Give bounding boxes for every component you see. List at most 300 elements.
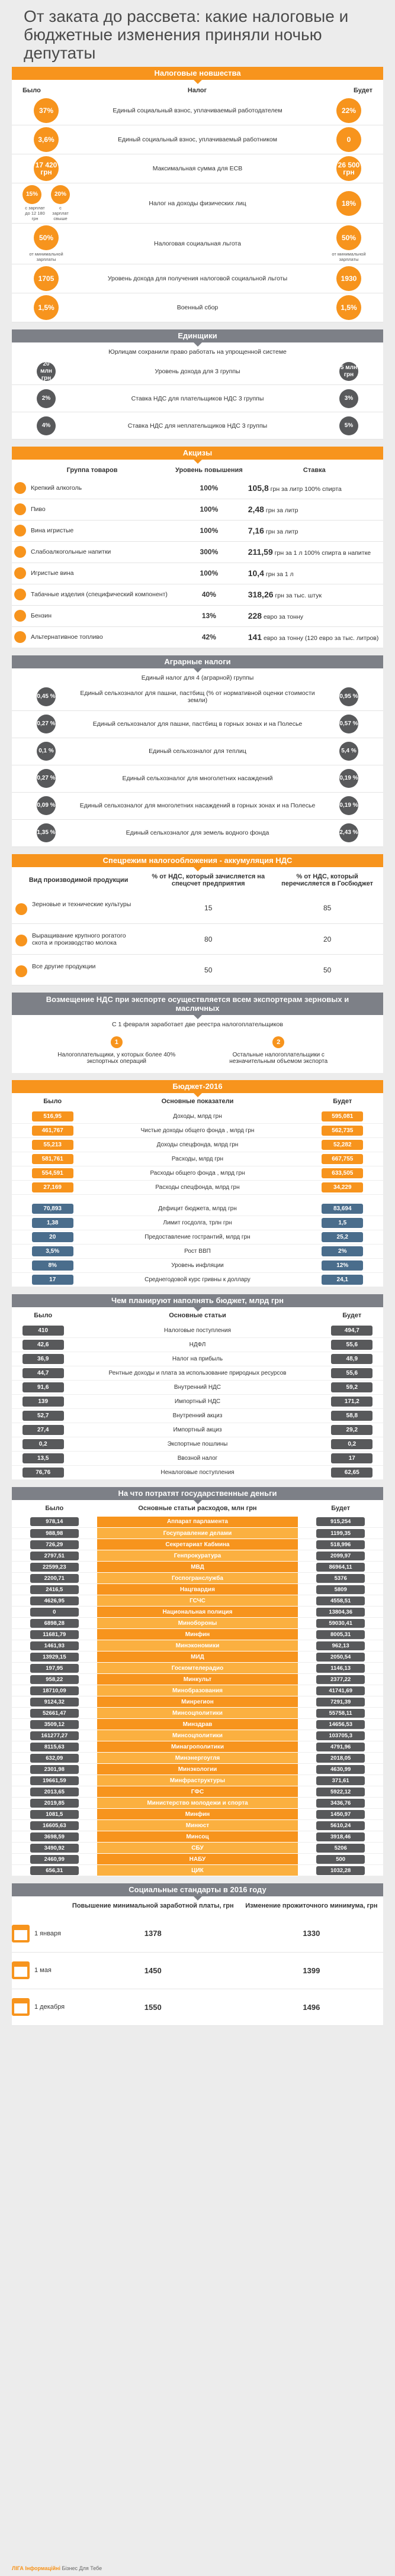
spend-was-value: 4626,95 (30, 1596, 79, 1605)
excise-rate-value: 318,26 (248, 590, 274, 599)
spend-label: Минфин (97, 1809, 298, 1820)
spend-row (12, 1741, 383, 1753)
excise-rate (246, 520, 383, 541)
revenue-col-will: Будет (342, 1311, 362, 1319)
budget-col-label: Основные показатели (161, 1098, 234, 1105)
excise-rate-unit: грн за тыс. штук (275, 592, 322, 599)
social-minimum: 1496 (240, 1989, 383, 2025)
budget-will-value: 25,2 (322, 1232, 363, 1242)
vat-section (12, 854, 383, 986)
agro-was (23, 742, 70, 761)
spend-row (12, 1753, 383, 1764)
spend-label: Секретариат Кабмина (97, 1539, 298, 1550)
revenue-label: Неналоговые поступления (74, 1465, 320, 1479)
excise-goods-icon (14, 525, 26, 536)
col-was: Было (23, 87, 41, 94)
budget-will-value: 12% (322, 1260, 363, 1271)
spend-will (298, 1865, 383, 1876)
excise-row (12, 563, 383, 584)
spend-was (12, 1584, 97, 1595)
spend-was-value: 52661,47 (30, 1709, 79, 1718)
spend-row (12, 1854, 383, 1865)
excise-rate-unit: евро за тонну (120 евро за тыс. литров) (263, 635, 379, 642)
spend-row (12, 1820, 383, 1831)
spend-will-value: 3436,76 (316, 1799, 365, 1808)
revenue-row (12, 1465, 383, 1479)
vat-heading: Спецрежим налогообложения - аккумуляция НДС (12, 854, 383, 867)
revenue-will (321, 1423, 383, 1437)
spend-was (12, 1629, 97, 1640)
spend-was (12, 1865, 97, 1876)
tax-row (12, 264, 383, 293)
spend-will (298, 1708, 383, 1719)
agro-will (325, 742, 372, 761)
excise-row (12, 541, 383, 563)
vat-kind (12, 893, 145, 924)
agro-row (12, 711, 383, 738)
budget-will (302, 1166, 383, 1181)
tax-label: Уровень дохода для получения налоговой социальной льготы (107, 275, 288, 282)
budget-row (12, 1244, 383, 1258)
revenue-row (12, 1380, 383, 1394)
budget-row (12, 1216, 383, 1230)
spend-was (12, 1651, 97, 1663)
spend-will (298, 1719, 383, 1730)
social-col-date (12, 1896, 66, 1915)
tax-label: Единый социальный взнос, уплачиваемый работником (117, 136, 277, 143)
spend-label: ЦИК (97, 1865, 298, 1876)
vat-kind-label: Выращивание крупного рогатого скота и производство молока (32, 932, 126, 946)
spend-will (298, 1786, 383, 1798)
social-section (12, 1883, 383, 2026)
revenue-col-label: Основные статьи (169, 1311, 226, 1319)
excise-goods-icon (14, 610, 26, 622)
excise-col-goods: Группа товаров (66, 467, 118, 474)
revenue-label: НДФЛ (74, 1337, 320, 1352)
social-row (12, 1952, 383, 1989)
excise-row (12, 626, 383, 648)
spend-label: Минэнергоугля (97, 1753, 298, 1764)
spend-was (12, 1562, 97, 1573)
excise-rise: 100% (172, 499, 246, 520)
revenue-was (12, 1394, 74, 1408)
vat-kind (12, 955, 145, 985)
excise-rate (246, 605, 383, 626)
excise-rate-value: 141 (248, 632, 262, 642)
spend-label: Минздрав (97, 1719, 298, 1730)
budget-row (12, 1258, 383, 1272)
agro-was-value: 0,1 % (37, 742, 56, 761)
tax-was-value: 17 420 грн (34, 156, 59, 181)
budget-was (12, 1124, 93, 1138)
spend-will-value: 2377,22 (316, 1675, 365, 1684)
spend-label: СБУ (97, 1843, 298, 1854)
spend-will-value: 14656,53 (316, 1720, 365, 1729)
tax-was-sub: с зарплат свыше (52, 205, 69, 221)
spend-will (298, 1753, 383, 1764)
social-date-label: 1 января (34, 1929, 61, 1937)
excise-section (12, 447, 383, 648)
budget-will-value: 633,505 (322, 1168, 363, 1178)
spending-table (12, 1500, 383, 1877)
spend-will (298, 1775, 383, 1786)
tax-row (12, 96, 383, 125)
col-tax: Налог (187, 87, 207, 94)
spend-was-value: 1081,5 (30, 1810, 79, 1819)
spend-will (298, 1550, 383, 1562)
spend-will-value: 518,996 (316, 1540, 365, 1549)
agro-will-value: 2,43 % (339, 823, 358, 842)
spend-was-value: 656,31 (30, 1866, 79, 1875)
spend-was (12, 1753, 97, 1764)
agro-was-value: 0,09 % (37, 796, 56, 815)
revenue-was (12, 1337, 74, 1352)
spend-will-value: 4558,51 (316, 1596, 365, 1605)
spend-will (298, 1674, 383, 1685)
product-icon (15, 965, 27, 977)
spend-row (12, 1517, 383, 1528)
budget-was-value: 17 (32, 1275, 73, 1285)
vat-col-b: % от НДС, который перечисляется в Госбюджет (281, 872, 374, 887)
excise-good (12, 520, 172, 541)
spend-will-value: 1032,28 (316, 1866, 365, 1875)
revenue-was-value: 410 (23, 1326, 64, 1336)
spend-was-value: 3490,92 (30, 1844, 79, 1853)
spend-row (12, 1573, 383, 1584)
social-col-wage: Повышение минимальной заработной платы, грн (72, 1902, 234, 1909)
spend-will-value: 7291,39 (316, 1698, 365, 1706)
spend-will (298, 1696, 383, 1708)
spend-row (12, 1640, 383, 1651)
spend-was (12, 1685, 97, 1696)
spend-was-value: 632,09 (30, 1754, 79, 1763)
spend-will (298, 1798, 383, 1809)
spend-was-value: 19661,59 (30, 1776, 79, 1785)
spend-will-value: 4791,96 (316, 1743, 365, 1751)
refund-item-number: 1 (111, 1036, 123, 1048)
tax-will (325, 98, 372, 123)
excise-rise: 42% (172, 626, 246, 648)
excise-rate-unit: грн за литр 100% спирта (270, 485, 342, 493)
spend-was-value: 6898,28 (30, 1619, 79, 1628)
tax-was (23, 127, 70, 152)
spend-will-value: 500 (316, 1855, 365, 1864)
spend-row (12, 1775, 383, 1786)
budget-was-value: 461,767 (32, 1126, 73, 1136)
vat-kind-label: Зерновые и технические культуры (32, 901, 131, 909)
spend-will (298, 1764, 383, 1775)
calendar-icon (12, 1998, 30, 2016)
tax-was-value: 15% (23, 185, 41, 204)
revenue-will-value: 48,9 (331, 1354, 372, 1364)
spend-will-value: 2018,05 (316, 1754, 365, 1763)
spend-label: Нацгвардия (97, 1584, 298, 1595)
excise-goods-icon (14, 589, 26, 600)
agro-label: Единый сельхозналог для земель водного фонда (126, 829, 269, 836)
revenue-will-value: 17 (331, 1453, 372, 1463)
spend-was (12, 1607, 97, 1618)
budget-was (12, 1272, 93, 1287)
spend-row (12, 1764, 383, 1775)
tax-row (12, 293, 383, 322)
social-date (12, 1952, 66, 1989)
agro-was (23, 769, 70, 788)
single-note: Юрлицам сохранили право работать на упрощенной системе (108, 348, 287, 355)
spend-will-value: 371,61 (316, 1776, 365, 1785)
vat-row (12, 893, 383, 924)
spend-label: Госкомтелерадио (97, 1663, 298, 1674)
revenue-was-value: 13,5 (23, 1453, 64, 1463)
revenue-row (12, 1437, 383, 1451)
social-minimum: 1399 (240, 1952, 383, 1989)
budget-row (12, 1110, 383, 1124)
revenue-row (12, 1324, 383, 1338)
spend-will-value: 55758,11 (316, 1709, 365, 1718)
excise-good (12, 563, 172, 584)
budget-col-was: Было (43, 1098, 62, 1105)
spend-will (298, 1640, 383, 1651)
excise-good-label: Крепкий алкоголь (31, 484, 82, 492)
spend-will (298, 1528, 383, 1539)
excise-rate (246, 477, 383, 499)
single-will-value: 3% (339, 389, 358, 408)
spend-will (298, 1854, 383, 1865)
budget-was-value: 27,169 (32, 1182, 73, 1192)
spend-will (298, 1730, 383, 1741)
budget-was-value: 1,38 (32, 1218, 73, 1228)
budget-was (12, 1244, 93, 1258)
social-wage: 1378 (66, 1915, 240, 1952)
budget-will-value: 34,229 (322, 1182, 363, 1192)
spend-was-value: 3509,12 (30, 1720, 79, 1729)
single-will (325, 389, 372, 408)
spend-will-value: 5206 (316, 1844, 365, 1853)
spend-will (298, 1595, 383, 1607)
footer-sub: Бізнес Для Тебе (62, 2565, 102, 2571)
spend-was-value: 3698,59 (30, 1832, 79, 1841)
spend-label: Минсоцполитики (97, 1730, 298, 1741)
spend-will (298, 1820, 383, 1831)
spend-label: Аппарат парламента (97, 1517, 298, 1528)
revenue-was (12, 1437, 74, 1451)
tax-label: Военный сбор (176, 304, 219, 311)
spend-was-value: 161277,27 (30, 1731, 79, 1740)
spend-row (12, 1730, 383, 1741)
excise-rate (246, 563, 383, 584)
agro-will (325, 715, 372, 733)
agro-section (12, 655, 383, 847)
tax-was (23, 98, 70, 123)
spend-was-value: 18710,09 (30, 1686, 79, 1695)
tax-will-value: 50% (336, 225, 361, 250)
agro-row (12, 684, 383, 711)
excise-rise: 100% (172, 563, 246, 584)
social-table (12, 1896, 383, 2026)
refund-item-text: Остальные налогоплательщики с незначительным объемом экспорта (229, 1052, 328, 1065)
agro-note: Единый налог для 4 (аграрной) группы (141, 674, 254, 681)
spend-will (298, 1651, 383, 1663)
spend-col-will: Будет (331, 1504, 351, 1512)
spend-row (12, 1562, 383, 1573)
budget-row (12, 1230, 383, 1244)
excise-rise: 100% (172, 477, 246, 499)
budget-was (12, 1181, 93, 1195)
spend-row (12, 1696, 383, 1708)
spend-was-value: 197,95 (30, 1664, 79, 1673)
spend-will-value: 915,254 (316, 1517, 365, 1526)
tax-row (12, 125, 383, 154)
revenue-row (12, 1337, 383, 1352)
vat-row (12, 924, 383, 955)
spend-row (12, 1685, 383, 1696)
budget-will (302, 1124, 383, 1138)
spend-row (12, 1528, 383, 1539)
vat-table (12, 867, 383, 986)
revenue-will-value: 171,2 (331, 1397, 372, 1407)
excise-good (12, 541, 172, 563)
tax-row (12, 154, 383, 183)
spend-was-value: 2301,98 (30, 1765, 79, 1774)
spend-label: НАБУ (97, 1854, 298, 1865)
agro-will (325, 823, 372, 842)
budget-label: Расходы, млрд грн (93, 1152, 301, 1166)
revenue-label: Внутренний акциз (74, 1408, 320, 1423)
revenue-label: Импортный акциз (74, 1423, 320, 1437)
spend-row (12, 1809, 383, 1820)
tax-will (325, 127, 372, 152)
budget-will-value: 667,755 (322, 1154, 363, 1164)
tax-will-value: 1930 (336, 266, 361, 291)
budget-will-value: 24,1 (322, 1275, 363, 1285)
tax-row (12, 183, 383, 224)
vat-col-kind: Вид производимой продукции (28, 876, 129, 884)
social-wage: 1550 (66, 1989, 240, 2025)
excise-good-label: Альтернативное топливо (31, 633, 103, 641)
excise-good-label: Табачные изделия (специфический компонент) (31, 590, 168, 598)
excise-good-label: Игристые вина (31, 569, 74, 577)
revenue-label: Импортный НДС (74, 1394, 320, 1408)
tax-label: Налог на доходы физических лиц (149, 199, 246, 207)
excise-good-label: Пиво (31, 505, 46, 513)
tax-was (23, 185, 70, 221)
budget-will-value: 562,735 (322, 1126, 363, 1136)
spend-was-value: 13929,15 (30, 1653, 79, 1662)
tax-was-value: 3,6% (34, 127, 59, 152)
excise-rate-unit: грн за 1 л 100% спирта в напитке (274, 550, 371, 557)
revenue-will-value: 55,6 (331, 1368, 372, 1378)
calendar-icon (12, 1925, 30, 1942)
tax-will-sub: от минимальной зарплаты (332, 251, 366, 262)
tax-was-value: 1,5% (34, 295, 59, 320)
tax-will-value: 1,5% (336, 295, 361, 320)
budget-section (12, 1080, 383, 1287)
excise-good (12, 584, 172, 605)
spend-was (12, 1775, 97, 1786)
spend-was (12, 1539, 97, 1550)
revenue-label: Экспортные пошлины (74, 1437, 320, 1451)
excise-goods-icon (14, 631, 26, 643)
excise-rate-value: 2,48 (248, 505, 264, 514)
spend-was (12, 1730, 97, 1741)
refund-section (12, 993, 383, 1073)
spend-label: Минюст (97, 1820, 298, 1831)
spend-was (12, 1820, 97, 1831)
spend-was (12, 1618, 97, 1629)
agro-label: Единый сельхозналог для пашни, пастбищ (% от нормативной оценки стоимости земли) (80, 690, 315, 704)
spend-col-was: Было (45, 1504, 64, 1512)
spend-was-value: 978,14 (30, 1517, 79, 1526)
spend-label: Госуправление делами (97, 1528, 298, 1539)
tax-label: Налоговая социальная льгота (154, 240, 241, 247)
revenue-was-value: 139 (23, 1397, 64, 1407)
budget-was (12, 1202, 93, 1216)
excise-good (12, 605, 172, 626)
excise-rate (246, 626, 383, 648)
social-minimum: 1330 (240, 1915, 383, 1952)
tax-was-value: 1705 (34, 266, 59, 291)
budget-will-value: 1,5 (322, 1218, 363, 1228)
spend-label: Минсоц (97, 1831, 298, 1843)
tax-was-group (51, 185, 70, 221)
excise-good (12, 626, 172, 648)
spend-was (12, 1674, 97, 1685)
spending-heading: На что потратят государственные деньги (12, 1487, 383, 1500)
budget-label: Доходы, млрд грн (93, 1110, 301, 1124)
spend-was-value: 16605,63 (30, 1821, 79, 1830)
spend-was (12, 1764, 97, 1775)
refund-items (12, 1030, 383, 1073)
agro-was (23, 715, 70, 733)
spend-will (298, 1741, 383, 1753)
tax-will (325, 295, 372, 320)
single-was-value: 4% (37, 416, 56, 435)
budget-will (302, 1181, 383, 1195)
revenue-will (321, 1380, 383, 1394)
budget-row (12, 1138, 383, 1152)
agro-was-value: 0,27 % (37, 769, 56, 788)
spend-will-value: 5376 (316, 1574, 365, 1583)
agro-row (12, 793, 383, 820)
tax-was-sub: от минимальной зарплаты (29, 251, 63, 262)
budget-was-value: 70,893 (32, 1204, 73, 1214)
spend-will-value: 1199,35 (316, 1529, 365, 1538)
excise-rate (246, 584, 383, 605)
single-was (23, 416, 70, 435)
spend-will (298, 1562, 383, 1573)
single-row (12, 385, 383, 412)
spend-label: ГФС (97, 1786, 298, 1798)
spend-was (12, 1741, 97, 1753)
spend-will (298, 1618, 383, 1629)
budget-will (302, 1110, 383, 1124)
spend-row (12, 1539, 383, 1550)
single-tax-section (12, 329, 383, 439)
revenue-row (12, 1352, 383, 1366)
revenue-was-value: 36,9 (23, 1354, 64, 1364)
col-will: Будет (354, 87, 372, 94)
revenue-was-value: 91,6 (23, 1382, 64, 1392)
budget-label: Среднегодовой курс гривны к доллару (93, 1272, 301, 1287)
excise-rate-unit: грн за литр (265, 507, 298, 514)
revenue-will-value: 58,8 (331, 1411, 372, 1421)
single-was (23, 389, 70, 408)
vat-row (12, 955, 383, 985)
spend-row (12, 1607, 383, 1618)
excise-rate-unit: евро за тонну (263, 613, 303, 620)
spend-row (12, 1663, 383, 1674)
agro-was (23, 687, 70, 706)
social-wage: 1450 (66, 1952, 240, 1989)
